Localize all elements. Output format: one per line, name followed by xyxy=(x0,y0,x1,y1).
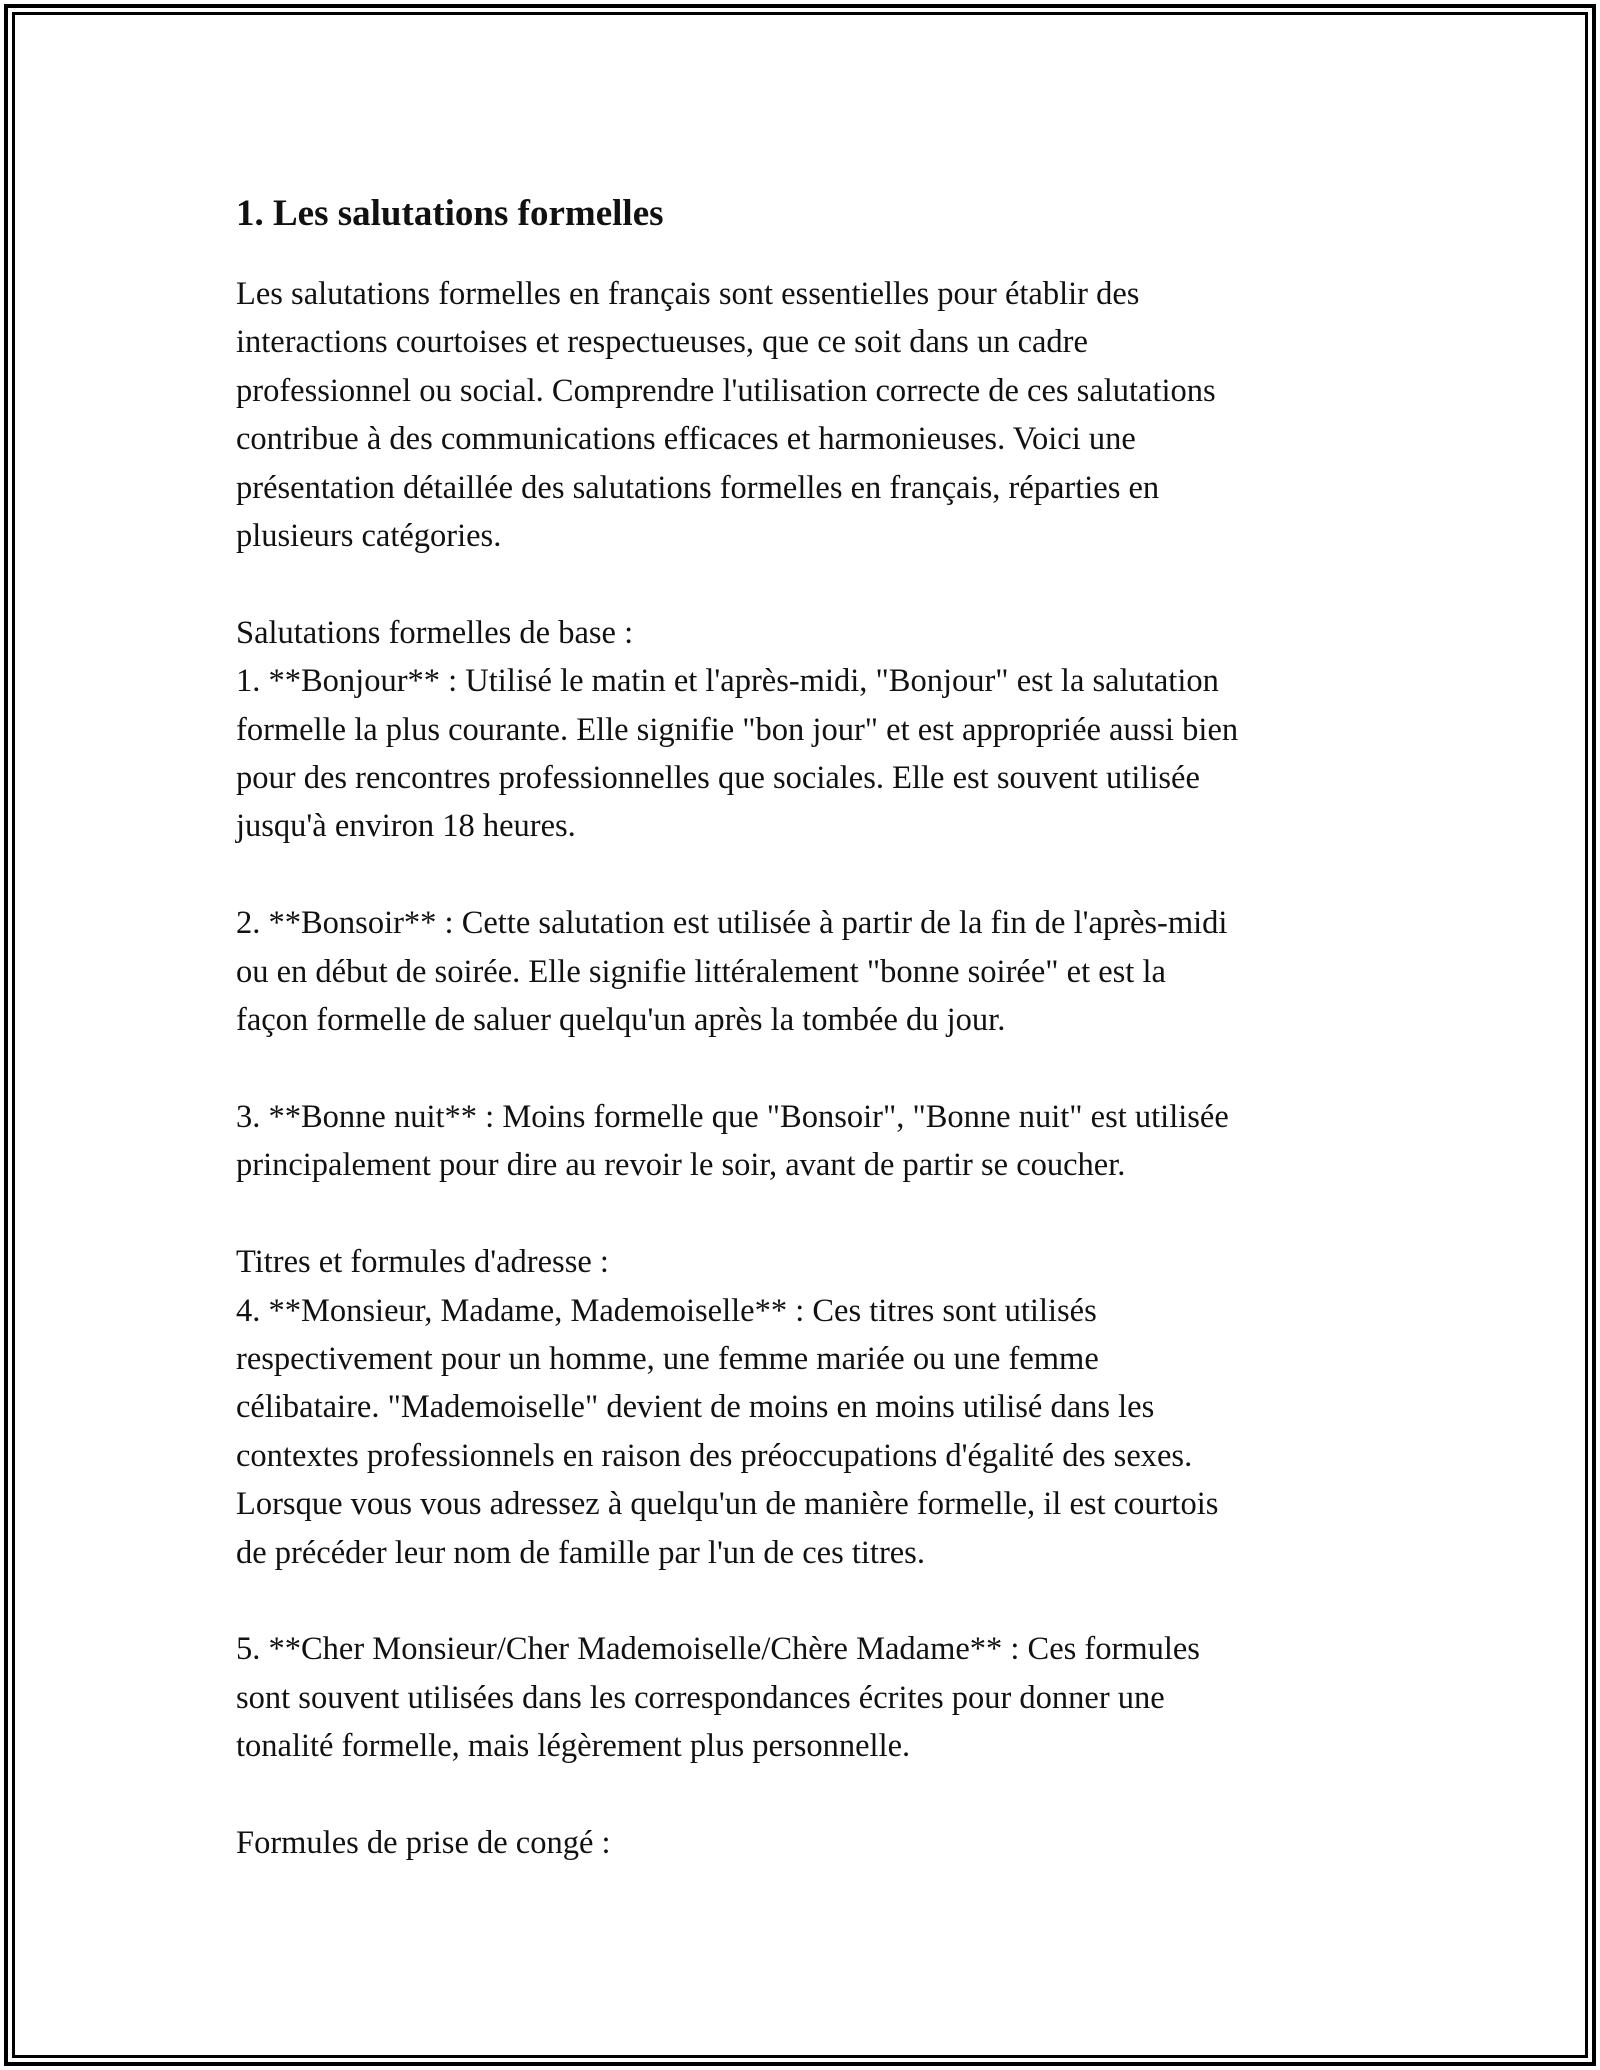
closing-formulas-heading: Formules de prise de congé : xyxy=(236,1825,611,1861)
basic-greetings-bonjour: Salutations formelles de base : 1. **Bonjour** : Utilisé le matin et l'après-midi, "Bonjour" est la salutation formelle la plus courante. Elle signifie "bon jour" et est appropriée aussi bien pour des rencontres professionnelles que sociales. Elle est souvent utilisée jusqu'à environ 18 heures. xyxy=(236,614,1239,845)
spacer-line xyxy=(236,1771,1386,1819)
document-body xyxy=(236,186,1386,1867)
intro-paragraph: Les salutations formelles en français sont essentielles pour établir des interactions courtoises et respectueuses, que ce soit dans un cadre professionnel ou social. Comprendre l'utilisation correcte de ces salutations contribue à des communications efficaces et harmonieuses. Voici une présentation détaillée des salutations formelles en français, réparties en plusieurs catégories. xyxy=(236,276,1216,555)
spacer-line xyxy=(236,1045,1386,1093)
greeting-bonsoir: 2. **Bonsoir** : Cette salutation est utilisée à partir de la fin de l'après-midi ou en début de soirée. Elle signifie littéralement "bonne soirée" et est la façon formelle de saluer quelqu'un après la tombée du jour. xyxy=(236,905,1228,1039)
spacer-line xyxy=(236,851,1386,899)
titles-monsieur-madame: Titres et formules d'adresse : 4. **Monsieur, Madame, Mademoiselle** : Ces titres sont utilisés respectivement pour un homme, une femme mariée ou une femme célibataire. "Mademoiselle" devient de moins en moins utilisé dans les contextes professionnels en raison des préoccupations d'égalité des sexes. Lorsque vous vous adressez à quelqu'un de manière formelle, il est courtois de précéder leur nom de famille par l'un de ces titres. xyxy=(236,1244,1219,1571)
spacer-line xyxy=(236,1190,1386,1238)
greeting-bonne-nuit: 3. **Bonne nuit** : Moins formelle que "Bonsoir", "Bonne nuit" est utilisée principalement pour dire au revoir le soir, avant de partir se coucher. xyxy=(236,1098,1229,1184)
spacer-line xyxy=(236,560,1386,608)
spacer-line xyxy=(236,1577,1386,1625)
section-heading: 1. Les salutations formelles xyxy=(236,193,664,234)
letter-salutations: 5. **Cher Monsieur/Cher Mademoiselle/Chère Madame** : Ces formules sont souvent utilisées dans les correspondances écrites pour donner une tonalité formelle, mais légèrement plus personnelle. xyxy=(236,1631,1200,1765)
